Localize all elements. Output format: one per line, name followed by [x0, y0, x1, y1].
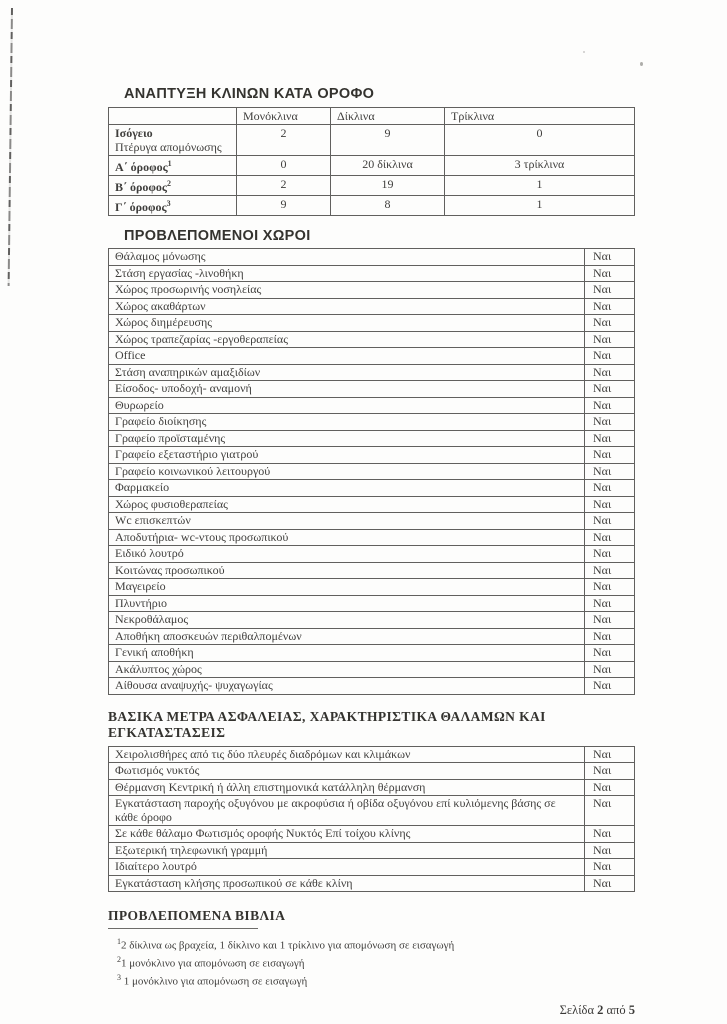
footnote-text: 2 δίκλινα ως βραχεία, 1 δίκλινο και 1 τρίκλινο για απομόνωση σε εισαγωγή: [121, 939, 455, 952]
beds-value-single: 2: [237, 176, 331, 196]
room-yes-value: Ναι: [585, 249, 635, 266]
table-row: [109, 282, 635, 299]
room-label: Χώρος ακαθάρτων: [109, 298, 585, 315]
footer-page-number: 2: [597, 1002, 604, 1017]
table-row: [109, 447, 635, 464]
table-row: [109, 661, 635, 678]
beds-value-double: 19: [331, 176, 445, 196]
room-label: Γραφείο κοινωνικού λειτουργού: [109, 463, 585, 480]
table-row: [109, 348, 635, 365]
table-row: [109, 826, 635, 843]
heading-underline: [108, 928, 258, 929]
room-label: Ειδικό λουτρό: [109, 546, 585, 563]
safety-yes-value: Ναι: [585, 746, 635, 763]
section-provided-books: [108, 908, 635, 989]
room-label: Πλυντήριο: [109, 595, 585, 612]
table-row: [109, 513, 635, 530]
footnote-marker: 3: [117, 972, 121, 982]
section-title-beds: ΑΝΑΠΤΥΞΗ ΚΛΙΝΩΝ ΚΑΤΑ ΟΡΟΦΟ: [124, 86, 375, 102]
safety-yes-value: Ναι: [585, 763, 635, 780]
section-provided-rooms: [108, 228, 635, 695]
beds-table: [108, 107, 635, 216]
beds-header-double: Δίκλινα: [331, 108, 445, 125]
section-title-books: ΠΡΟΒΛΕΠΟΜΕΝΑ ΒΙΒΛΙΑ: [108, 908, 286, 923]
room-label: Κοιτώνας προσωπικού: [109, 562, 585, 579]
safety-label: Χειρολισθήρες από τις δύο πλευρές διαδρόμων και κλιμάκων: [109, 746, 585, 763]
beds-header-empty: [109, 108, 237, 125]
footer-of-label: από: [606, 1002, 626, 1017]
table-row-floor-a: [109, 156, 635, 176]
footnote-text: 1 μονόκλινο για απομόνωση σε εισαγωγή: [121, 975, 308, 988]
room-label: Θυρωρείο: [109, 397, 585, 414]
safety-table-body: [109, 746, 635, 892]
footnote-text: 1 μονόκλινο για απομόνωση σε εισαγωγή: [121, 957, 305, 970]
footnote-marker: 1: [117, 936, 121, 946]
beds-value-triple: 1: [445, 196, 635, 216]
safety-label: Εγκατάσταση παροχής οξυγόνου με ακροφύσια ή οβίδα οξυγόνου επί κυλιόμενης βάσης σε κάθε όροφο: [109, 796, 585, 826]
table-row: [109, 381, 635, 398]
page-footer: [108, 1003, 635, 1018]
room-label: Στάση εργασίας -λινοθήκη: [109, 265, 585, 282]
room-yes-value: Ναι: [585, 661, 635, 678]
room-label: Αίθουσα αναψυχής- ψυχαγωγίας: [109, 678, 585, 695]
footnote: [117, 971, 635, 989]
table-row: [109, 746, 635, 763]
table-row: [109, 579, 635, 596]
table-row: [109, 364, 635, 381]
safety-yes-value: Ναι: [585, 779, 635, 796]
safety-label: Εγκατάσταση κλήσης προσωπικού σε κάθε κλίνη: [109, 875, 585, 892]
floor-label: Β΄ όροφος: [115, 180, 167, 194]
table-row: [109, 463, 635, 480]
room-yes-value: Ναι: [585, 678, 635, 695]
room-label: Χώρος προσωρινής νοσηλείας: [109, 282, 585, 299]
room-label: Θάλαμος μόνωσης: [109, 249, 585, 266]
room-label: Είσοδος- υποδοχή- αναμονή: [109, 381, 585, 398]
floor-label: Γ΄ όροφος: [115, 200, 167, 214]
floor-label-cell: [109, 176, 237, 196]
beds-value-triple: 3 τρίκλινα: [445, 156, 635, 176]
table-row: [109, 315, 635, 332]
beds-value-single: 0: [237, 156, 331, 176]
table-row: [109, 796, 635, 826]
footnote-marker: 2: [166, 179, 171, 188]
room-yes-value: Ναι: [585, 513, 635, 530]
room-label: Χώρος φυσιοθεραπείας: [109, 496, 585, 513]
beds-value-triple: 1: [445, 176, 635, 196]
room-yes-value: Ναι: [585, 331, 635, 348]
footnotes: [117, 935, 635, 989]
table-row: [109, 397, 635, 414]
table-row: [109, 612, 635, 629]
section-safety-measures: [108, 709, 635, 893]
safety-yes-value: Ναι: [585, 826, 635, 843]
table-row: [109, 875, 635, 892]
room-yes-value: Ναι: [585, 480, 635, 497]
room-yes-value: Ναι: [585, 645, 635, 662]
table-row: [109, 842, 635, 859]
room-label: Φαρμακείο: [109, 480, 585, 497]
floor-label: Ισόγειο: [115, 126, 153, 140]
room-yes-value: Ναι: [585, 430, 635, 447]
table-row: [109, 546, 635, 563]
room-yes-value: Ναι: [585, 546, 635, 563]
room-label: Νεκροθάλαμος: [109, 612, 585, 629]
floor-label-cell: [109, 125, 237, 156]
page-content: [108, 86, 635, 1018]
table-row-floor-b: [109, 176, 635, 196]
room-label: Γραφείο εξεταστήριο γιατρού: [109, 447, 585, 464]
table-row: [109, 595, 635, 612]
room-label: Γενική αποθήκη: [109, 645, 585, 662]
table-row: [109, 430, 635, 447]
room-yes-value: Ναι: [585, 496, 635, 513]
room-yes-value: Ναι: [585, 265, 635, 282]
room-yes-value: Ναι: [585, 463, 635, 480]
room-label: Office: [109, 348, 585, 365]
scan-speck: [640, 62, 643, 66]
beds-header-triple: Τρίκλινα: [445, 108, 635, 125]
table-row: [109, 678, 635, 695]
table-row: [109, 414, 635, 431]
beds-value-double: 8: [331, 196, 445, 216]
safety-yes-value: Ναι: [585, 875, 635, 892]
table-row: [109, 331, 635, 348]
beds-value-single: 9: [237, 196, 331, 216]
room-label: Wc επισκεπτών: [109, 513, 585, 530]
room-yes-value: Ναι: [585, 595, 635, 612]
safety-label: Θέρμανση Κεντρική ή άλλη επιστημονικά κατάλληλη θέρμανση: [109, 779, 585, 796]
room-yes-value: Ναι: [585, 447, 635, 464]
room-yes-value: Ναι: [585, 282, 635, 299]
section-beds-by-floor: [108, 86, 635, 216]
footnote: [117, 935, 635, 953]
room-yes-value: Ναι: [585, 348, 635, 365]
room-label: Αποθήκη αποσκευών περιθαλπομένων: [109, 628, 585, 645]
room-yes-value: Ναι: [585, 298, 635, 315]
room-yes-value: Ναι: [585, 381, 635, 398]
room-label: Μαγειρείο: [109, 579, 585, 596]
table-row: [109, 859, 635, 876]
room-label: Γραφείο προϊσταμένης: [109, 430, 585, 447]
safety-table: [108, 746, 635, 893]
room-yes-value: Ναι: [585, 562, 635, 579]
table-row: [109, 298, 635, 315]
room-label: Αποδυτήρια- wc-ντους προσωπικού: [109, 529, 585, 546]
footnote: [117, 953, 635, 971]
safety-yes-value: Ναι: [585, 796, 635, 826]
floor-sublabel: Πτέρυγα απομόνωσης: [115, 140, 222, 154]
table-row: [109, 265, 635, 282]
room-label: Στάση αναπηρικών αμαξιδίων: [109, 364, 585, 381]
safety-label: Φωτισμός νυκτός: [109, 763, 585, 780]
rooms-table: [108, 248, 635, 695]
room-label: Χώρος διημέρευσης: [109, 315, 585, 332]
scan-artifact-line: [8, 8, 13, 286]
footnote-marker: 3: [166, 199, 171, 208]
table-row: [109, 645, 635, 662]
room-yes-value: Ναι: [585, 579, 635, 596]
beds-header-row: [109, 108, 635, 125]
room-yes-value: Ναι: [585, 529, 635, 546]
table-row: [109, 562, 635, 579]
table-row: [109, 249, 635, 266]
safety-yes-value: Ναι: [585, 842, 635, 859]
floor-label-cell: [109, 196, 237, 216]
beds-value-double: 20 δίκλινα: [331, 156, 445, 176]
table-row: [109, 628, 635, 645]
room-yes-value: Ναι: [585, 397, 635, 414]
table-row: [109, 529, 635, 546]
section-title-safety: ΒΑΣΙΚΑ ΜΕΤΡΑ ΑΣΦΑΛΕΙΑΣ, ΧΑΡΑΚΤΗΡΙΣΤΙΚΑ ΘΑΛΑΜΩΝ ΚΑΙ ΕΓΚΑΤΑΣΤΑΣΕΙΣ: [108, 708, 546, 740]
table-row: [109, 480, 635, 497]
beds-header-single: Μονόκλινα: [237, 108, 331, 125]
room-label: Γραφείο διοίκησης: [109, 414, 585, 431]
room-yes-value: Ναι: [585, 612, 635, 629]
room-yes-value: Ναι: [585, 315, 635, 332]
safety-label: Ιδιαίτερο λουτρό: [109, 859, 585, 876]
floor-label: Α΄ όροφος: [115, 160, 168, 174]
beds-value-double: 9: [331, 125, 445, 156]
table-row-floor-c: [109, 196, 635, 216]
room-yes-value: Ναι: [585, 628, 635, 645]
footer-page-total: 5: [628, 1002, 635, 1017]
table-row-ground-floor: [109, 125, 635, 156]
safety-label: Σε κάθε θάλαμο Φωτισμός οροφής Νυκτός Επί τοίχου κλίνης: [109, 826, 585, 843]
floor-label-cell: [109, 156, 237, 176]
beds-value-triple: 0: [445, 125, 635, 156]
footnote-marker: 1: [167, 159, 172, 168]
table-row: [109, 763, 635, 780]
table-row: [109, 779, 635, 796]
scan-speck: [583, 51, 585, 53]
room-label: Ακάλυπτος χώρος: [109, 661, 585, 678]
beds-value-single: 2: [237, 125, 331, 156]
room-yes-value: Ναι: [585, 364, 635, 381]
safety-label: Εξωτερική τηλεφωνική γραμμή: [109, 842, 585, 859]
table-row: [109, 496, 635, 513]
safety-yes-value: Ναι: [585, 859, 635, 876]
footnote-marker: 2: [117, 954, 121, 964]
rooms-table-body: [109, 249, 635, 695]
room-yes-value: Ναι: [585, 414, 635, 431]
footer-page-label: Σελίδα: [559, 1002, 594, 1017]
section-title-rooms: ΠΡΟΒΛΕΠΟΜΕΝΟΙ ΧΩΡΟΙ: [124, 228, 311, 244]
room-label: Χώρος τραπεζαρίας -εργοθεραπείας: [109, 331, 585, 348]
